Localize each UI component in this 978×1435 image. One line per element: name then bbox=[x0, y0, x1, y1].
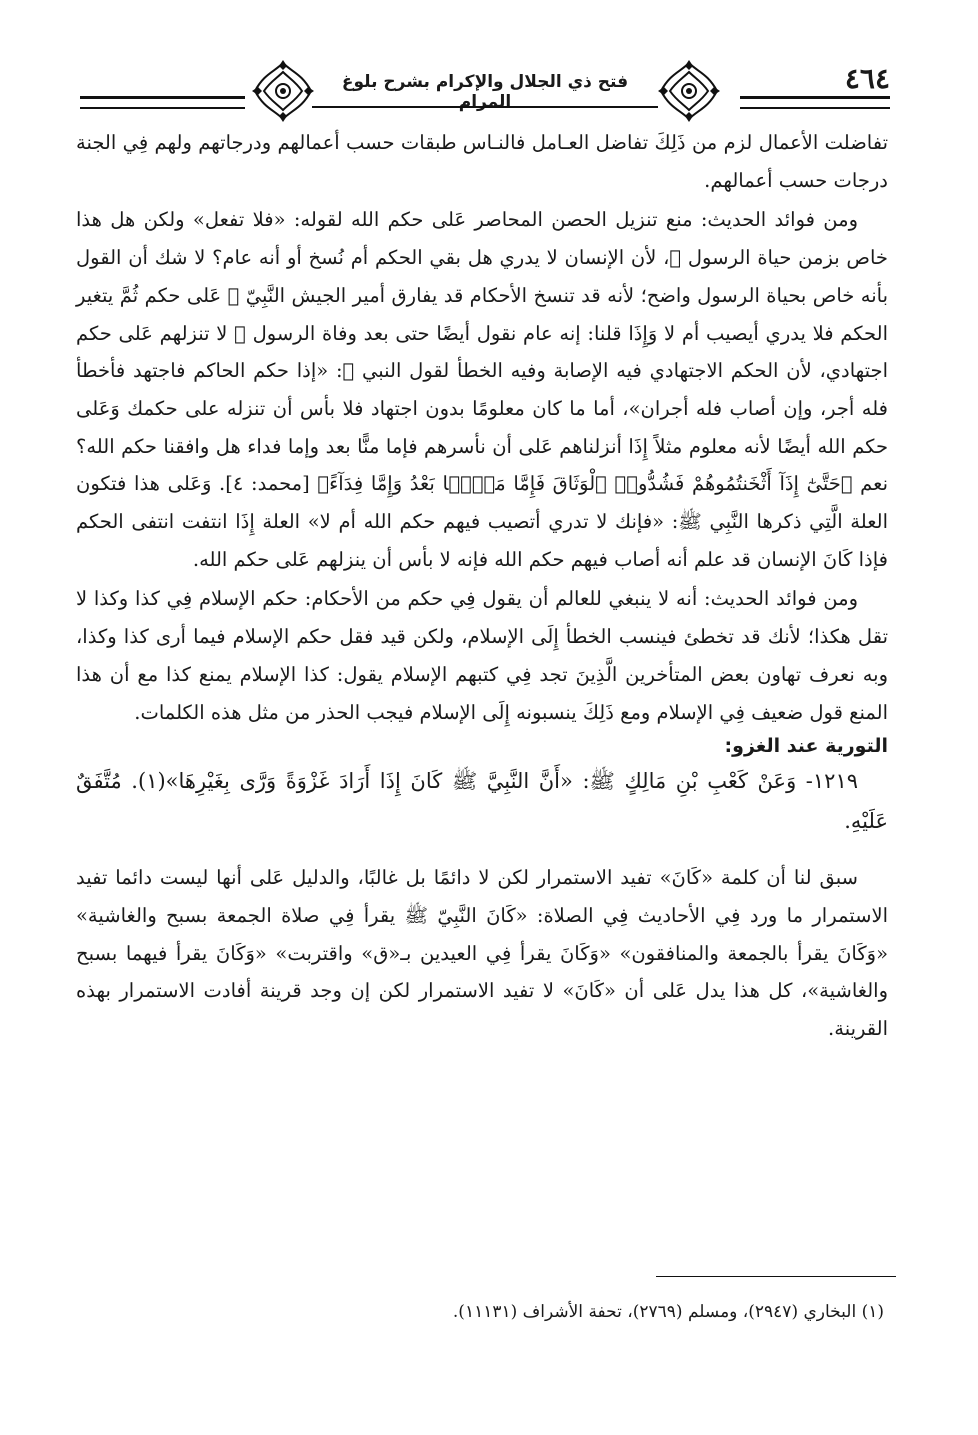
paragraph-4: سبق لنا أن كلمة «كَانَ» تفيد الاستمرار لكن لا دائمًا بل غالبًا، والدليل عَلى أنها ليست دائما تفيد الاستمرار ما ورد فِي الأحاديث فِي الصلاة: «كَانَ النَّبِيّ ﷺ يقرأ فِي صلاة الجمعة بسبح والغاشية» «وَكَانَ يقرأ بالجمعة والمنافقون» «وَكَانَ يقرأ فِي العيدين بـ«ق» واقتربت» «وَكَانَ يقرأ فيهما بسبح والغاشية»، كل هذا يدل عَلى أن «كَانَ» لا تفيد الاستمرار لكن إن وجد قرينة أفادت الاستمرار بهذه القرينة. bbox=[76, 866, 888, 1041]
header-rule-right bbox=[740, 96, 890, 109]
footnote: (١) البخاري (٢٩٤٧)، ومسلم (٢٧٦٩)، تحفة الأشراف (١١١٣١). bbox=[452, 1302, 884, 1322]
ornament-left-icon bbox=[252, 60, 314, 122]
title-underline bbox=[312, 106, 658, 108]
paragraph-1: تفاضلت الأعمال لزم من ذَلِكَ تفاضل العـامل فالنـاس طبقات حسب أعمالهم ودرجاتهم ولهم فِي الجنة درجات حسب أعمالهم. bbox=[76, 131, 888, 192]
page-number: ٤٦٤ bbox=[844, 62, 890, 95]
book-title: فتح ذي الجلال والإكرام بشرح بلوغ المرام bbox=[341, 72, 629, 112]
hadith-text: ١٢١٩- وَعَنْ كَعْبِ بْنِ مَالِكٍ ﷺ: «أَنَّ النَّبِيَّ ﷺ كَانَ إِذَا أَرَادَ غَزْوَةً وَرَّى بِغَيْرِهَا»(١). مُتَّفَقٌ عَلَيْهِ. bbox=[76, 769, 888, 834]
footnote-separator bbox=[656, 1276, 896, 1277]
ornament-right-icon bbox=[658, 60, 720, 122]
paragraph-3: ومن فوائد الحديث: أنه لا ينبغي للعالم أن يقول فِي حكم من الأحكام: حكم الإسلام فِي كذا وكذا لا تقل هكذا؛ لأنك قد تخطئ فينسب الخطأ إِلَى الإسلام، ولكن قيد فقل حكم الإسلام فيما أرى كذا وكذا، وبه نعرف تهاون بعض المتأخرين الَّذِينَ تجد فِي كتبهم الإسلام يقول: كذا الإسلام يمنع كذا مع أن هذا المنع قول ضعيف فِي الإسلام ومع ذَلِكَ ينسبونه إِلَى الإسلام فيجب الحذر من مثل هذه الكلمات. bbox=[76, 587, 888, 724]
paragraph-2: ومن فوائد الحديث: منع تنزيل الحصن المحاصر عَلى حكم الله لقوله: «فلا تفعل» ولكن هل هذا خاص بزمن حياة الرسول ﷺ، لأن الإنسان لا يدري هل بقي الحكم أم نُسخ أو أنه عام؟ لا شك أن القول بأنه خاص بحياة الرسول واضح؛ لأنه قد تنسخ الأحكام قد يفارق أمير الجيش النَّبِيّ ﷺ عَلى حكم ثُمَّ يتغير الحكم فلا يدري أيصيب أم لا وَإِذَا قلنا: إنه عام نقول أيضًا حتى بعد وفاة الرسول ﷺ لا تنزلهم عَلى حكم اجتهادي، لأن الحكم الاجتهادي فيه الإصابة وفيه الخطأ لقول النبي ﷺ: «إذا حكم الحاكم فاجتهد فأخطأ فله أجر، وإن أصاب فله أجران»، أما ما كان معلومًا بدون اجتهاد فلا بأس أن تنزله على حكمك وَعَلى حكم الله أيضًا لأنه معلوم مثلاً إِذَا أنزلناهم عَلى أن نأسرهم فإما منًّا بعد وإما فداء هل وافقنا حكم الله؟ نعم ﴿حَتَّىٰٓ إِذَآ أَثْخَنتُمُوهُمْ فَشُدُّوا۟ ٱلْوَثَاقَ فَإِمَّا مَنًّۢا بَعْدُ وَإِمَّا فِدَآءً﴾ [محمد: ٤]. وَعَلى هذا فتكون العلة الَّتِي ذكرها النَّبِي ﷺ: «فإنك لا تدري أتصيب فيهم حكم الله أم لا» العلة إِذَا انتفت انتفى الحكم فإذا كَانَ الإنسان قد علم أنه أصاب فيهم حكم الله فإنه لا بأس أن ينزلهم عَلى حكم الله. bbox=[76, 208, 888, 571]
section-heading: التورية عند الغزو: bbox=[724, 735, 888, 758]
page-content bbox=[76, 124, 888, 1048]
page-header bbox=[80, 58, 890, 128]
header-rule-left bbox=[80, 96, 245, 109]
